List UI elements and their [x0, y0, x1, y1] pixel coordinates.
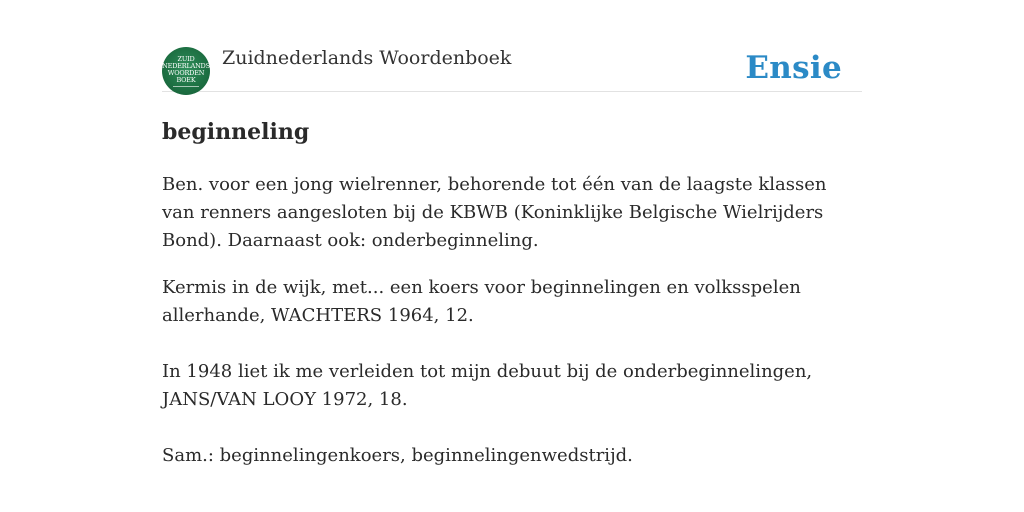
definition-text: Ben. voor een jong wielrenner, behorende tot één van de laagste klassen van renners aangesloten bij de KBWB (Koninklijke Belgische Wielrijders Bond). Daarnaast ook: onderbeginneling.	[162, 174, 827, 251]
logo-line-4: BOEK	[176, 75, 196, 84]
logo-line-1: ZUID	[177, 54, 195, 63]
entry-page	[162, 44, 862, 470]
logo-line-2: NEDERLANDS	[162, 61, 210, 70]
ensie-logo-link[interactable]: Ensie	[745, 50, 842, 86]
dictionary-title-link[interactable]: Zuidnederlands Woordenboek	[222, 47, 512, 69]
logo-rule	[173, 86, 199, 87]
header	[162, 44, 862, 92]
example-quote-2: In 1948 liet ik me verleiden tot mijn debuut bij de onderbeginnelingen, JANS/VAN LOOY 1972, 18.	[162, 361, 813, 410]
logo-line-3: WOORDEN	[167, 68, 205, 77]
example-quote-1: Kermis in de wijk, met... een koers voor beginnelingen en volksspelen allerhande, WACHTERS 1964, 12.	[162, 277, 801, 326]
dictionary-logo[interactable]	[162, 47, 210, 95]
headword: beginneling	[162, 119, 310, 145]
compounds-text: Sam.: beginnelingenkoers, beginnelingenwedstrijd.	[162, 445, 633, 466]
